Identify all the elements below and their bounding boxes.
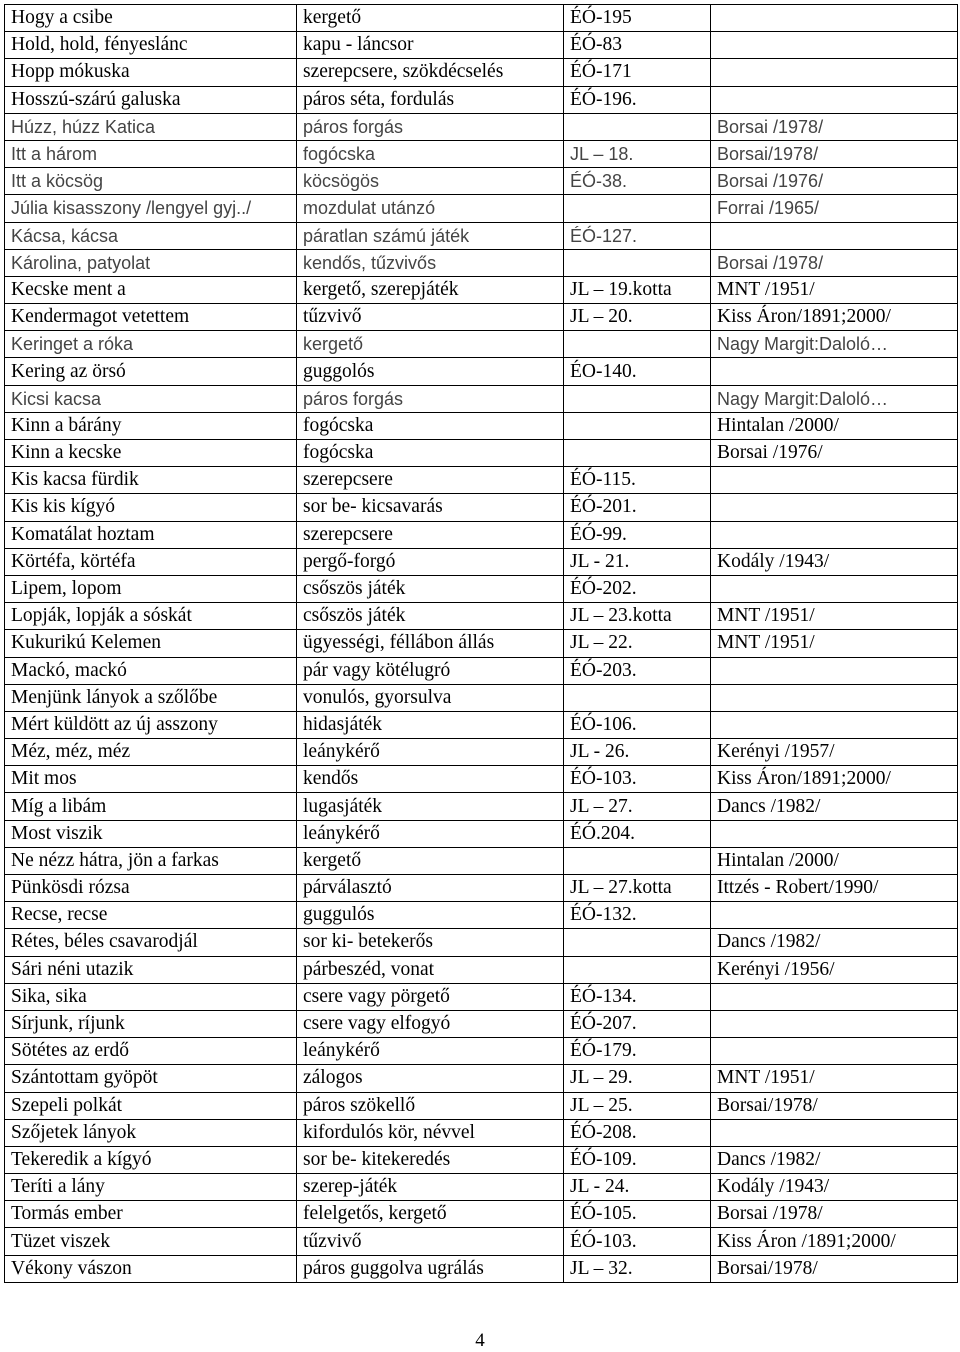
cell-reference: ÉO-140. [564, 358, 711, 385]
cell-game-type: mozdulat utánzó [297, 195, 564, 222]
cell-reference [564, 929, 711, 956]
cell-title: Komatálat hoztam [5, 521, 297, 548]
cell-game-type: tűzvivő [297, 1228, 564, 1255]
cell-reference: ÉÓ-203. [564, 657, 711, 684]
cell-game-type: leánykérő [297, 820, 564, 847]
table-row [5, 793, 958, 820]
cell-source: Hintalan /2000/ [711, 412, 958, 439]
cell-reference: JL – 25. [564, 1092, 711, 1119]
cell-source: Hintalan /2000/ [711, 847, 958, 874]
cell-title: Menjünk lányok a szőlőbe [5, 684, 297, 711]
cell-title: Tekeredik a kígyó [5, 1146, 297, 1173]
cell-title: Sötétes az erdő [5, 1038, 297, 1065]
cell-title: Kácsa, kácsa [5, 222, 297, 249]
cell-title: Hold, hold, fényeslánc [5, 32, 297, 59]
cell-source [711, 358, 958, 385]
cell-reference: ÉÓ-103. [564, 766, 711, 793]
cell-reference: ÉÓ-179. [564, 1038, 711, 1065]
cell-game-type: kergető [297, 5, 564, 32]
table-row [5, 1174, 958, 1201]
cell-game-type: páros guggolva ugrálás [297, 1255, 564, 1282]
cell-game-type: páros forgás [297, 113, 564, 140]
cell-title: Kinn a kecske [5, 440, 297, 467]
cell-game-type: vonulós, gyorsulva [297, 684, 564, 711]
cell-title: Kecske ment a [5, 276, 297, 303]
cell-reference: JL – 23.kotta [564, 603, 711, 630]
cell-game-type: páratlan számú játék [297, 222, 564, 249]
table-row [5, 385, 958, 412]
cell-reference: ÉÓ-207. [564, 1010, 711, 1037]
cell-source: Nagy Margit:Daloló… [711, 385, 958, 412]
cell-game-type: fogócska [297, 440, 564, 467]
cell-title: Szepeli polkát [5, 1092, 297, 1119]
cell-source: Borsai /1976/ [711, 440, 958, 467]
cell-source: MNT /1951/ [711, 276, 958, 303]
cell-source [711, 521, 958, 548]
table-row [5, 603, 958, 630]
table-row [5, 847, 958, 874]
table-row [5, 331, 958, 358]
table-row [5, 276, 958, 303]
cell-reference: JL – 32. [564, 1255, 711, 1282]
page-number: 4 [475, 1330, 485, 1351]
cell-title: Körtéfa, körtéfa [5, 548, 297, 575]
cell-source [711, 820, 958, 847]
cell-game-type: leánykérő [297, 1038, 564, 1065]
cell-source: Kerényi /1957/ [711, 739, 958, 766]
cell-reference [564, 412, 711, 439]
cell-source: Borsai/1978/ [711, 1255, 958, 1282]
cell-reference: ÉÓ-38. [564, 168, 711, 195]
cell-game-type: lugasjáték [297, 793, 564, 820]
table-row [5, 412, 958, 439]
cell-title: Kinn a bárány [5, 412, 297, 439]
cell-reference [564, 684, 711, 711]
cell-reference: ÉÓ-109. [564, 1146, 711, 1173]
cell-game-type: szerepcsere, szökdécselés [297, 59, 564, 86]
cell-game-type: csere vagy pörgető [297, 983, 564, 1010]
cell-title: Károlina, patyolat [5, 249, 297, 276]
cell-source: Borsai/1978/ [711, 1092, 958, 1119]
cell-title: Tormás ember [5, 1201, 297, 1228]
cell-source [711, 711, 958, 738]
cell-reference: ÉÓ-134. [564, 983, 711, 1010]
cell-source [711, 657, 958, 684]
cell-reference: ÉÓ-99. [564, 521, 711, 548]
table-row [5, 358, 958, 385]
cell-title: Rétes, béles csavarodjál [5, 929, 297, 956]
cell-reference: ÉÓ-171 [564, 59, 711, 86]
cell-game-type: guggulós [297, 902, 564, 929]
cell-reference [564, 195, 711, 222]
cell-title: Kering az örsó [5, 358, 297, 385]
table-row [5, 630, 958, 657]
table-row [5, 59, 958, 86]
cell-game-type: szerep-játék [297, 1174, 564, 1201]
cell-reference [564, 113, 711, 140]
cell-title: Kendermagot vetettem [5, 304, 297, 331]
cell-reference: ÉÓ-208. [564, 1119, 711, 1146]
table-row [5, 739, 958, 766]
cell-game-type: fogócska [297, 412, 564, 439]
cell-title: Vékony vászon [5, 1255, 297, 1282]
cell-title: Mackó, mackó [5, 657, 297, 684]
cell-title: Kis kis kígyó [5, 494, 297, 521]
cell-game-type: hidasjáték [297, 711, 564, 738]
cell-reference: JL – 18. [564, 140, 711, 167]
cell-reference [564, 331, 711, 358]
cell-source [711, 5, 958, 32]
cell-source: MNT /1951/ [711, 603, 958, 630]
cell-source: Dancs /1982/ [711, 1146, 958, 1173]
table-row [5, 1201, 958, 1228]
cell-source: Borsai /1978/ [711, 113, 958, 140]
cell-reference: ÉÓ-115. [564, 467, 711, 494]
cell-source: Kerényi /1956/ [711, 956, 958, 983]
table-row [5, 86, 958, 113]
cell-reference: ÉÓ-202. [564, 575, 711, 602]
table-row [5, 249, 958, 276]
cell-reference: JL - 26. [564, 739, 711, 766]
cell-title: Mit mos [5, 766, 297, 793]
cell-source: Nagy Margit:Daloló… [711, 331, 958, 358]
cell-source [711, 1119, 958, 1146]
cell-source [711, 575, 958, 602]
cell-title: Míg a libám [5, 793, 297, 820]
cell-source [711, 467, 958, 494]
cell-source [711, 32, 958, 59]
table-row [5, 1146, 958, 1173]
cell-reference: JL - 24. [564, 1174, 711, 1201]
songs-table [4, 4, 958, 1283]
cell-game-type: páros szökellő [297, 1092, 564, 1119]
cell-reference: ÉÓ-103. [564, 1228, 711, 1255]
cell-source: Kodály /1943/ [711, 1174, 958, 1201]
table-row [5, 684, 958, 711]
cell-title: Lipem, lopom [5, 575, 297, 602]
cell-source: Dancs /1982/ [711, 793, 958, 820]
cell-title: Mért küldött az új asszony [5, 711, 297, 738]
cell-source [711, 983, 958, 1010]
cell-source [711, 902, 958, 929]
cell-reference [564, 847, 711, 874]
table-row [5, 1065, 958, 1092]
cell-reference: ÉÓ-195 [564, 5, 711, 32]
cell-source [711, 1038, 958, 1065]
table-row [5, 1255, 958, 1282]
cell-game-type: páros forgás [297, 385, 564, 412]
cell-source: Dancs /1982/ [711, 929, 958, 956]
cell-game-type: kendős, tűzvivős [297, 249, 564, 276]
cell-game-type: tűzvivő [297, 304, 564, 331]
cell-source: MNT /1951/ [711, 1065, 958, 1092]
cell-reference: ÉÓ.204. [564, 820, 711, 847]
cell-source: MNT /1951/ [711, 630, 958, 657]
cell-source [711, 684, 958, 711]
cell-game-type: sor be- kicsavarás [297, 494, 564, 521]
cell-game-type: kendős [297, 766, 564, 793]
cell-source: Kodály /1943/ [711, 548, 958, 575]
cell-game-type: párválasztó [297, 875, 564, 902]
cell-source: Kiss Áron/1891;2000/ [711, 766, 958, 793]
cell-title: Pünkösdi rózsa [5, 875, 297, 902]
cell-source: Kiss Áron/1891;2000/ [711, 304, 958, 331]
cell-title: Ne nézz hátra, jön a farkas [5, 847, 297, 874]
table-row [5, 168, 958, 195]
cell-title: Tüzet viszek [5, 1228, 297, 1255]
cell-game-type: pergő-forgó [297, 548, 564, 575]
cell-source [711, 222, 958, 249]
cell-title: Kis kacsa fürdik [5, 467, 297, 494]
cell-reference: JL – 19.kotta [564, 276, 711, 303]
table-row [5, 140, 958, 167]
cell-source [711, 59, 958, 86]
table-row [5, 440, 958, 467]
cell-reference: ÉÓ-105. [564, 1201, 711, 1228]
songs-table-body [5, 5, 958, 1283]
cell-source: Ittzés - Robert/1990/ [711, 875, 958, 902]
cell-title: Kicsi kacsa [5, 385, 297, 412]
cell-reference: JL – 22. [564, 630, 711, 657]
cell-source: Forrai /1965/ [711, 195, 958, 222]
cell-game-type: pár vagy kötélugró [297, 657, 564, 684]
cell-game-type: zálogos [297, 1065, 564, 1092]
cell-reference: JL – 27. [564, 793, 711, 820]
cell-reference: ÉÓ-132. [564, 902, 711, 929]
cell-source: Borsai /1978/ [711, 1201, 958, 1228]
cell-game-type: csere vagy elfogyó [297, 1010, 564, 1037]
cell-title: Keringet a róka [5, 331, 297, 358]
cell-source: Borsai/1978/ [711, 140, 958, 167]
cell-game-type: kapu - láncsor [297, 32, 564, 59]
table-row [5, 875, 958, 902]
table-row [5, 467, 958, 494]
table-row [5, 195, 958, 222]
cell-game-type: csőszös játék [297, 575, 564, 602]
table-row [5, 548, 958, 575]
table-row [5, 1038, 958, 1065]
table-row [5, 222, 958, 249]
cell-source [711, 86, 958, 113]
table-row [5, 902, 958, 929]
cell-title: Hogy a csibe [5, 5, 297, 32]
cell-game-type: leánykérő [297, 739, 564, 766]
table-row [5, 956, 958, 983]
cell-title: Szőjetek lányok [5, 1119, 297, 1146]
cell-reference [564, 440, 711, 467]
table-row [5, 575, 958, 602]
cell-title: Teríti a lány [5, 1174, 297, 1201]
cell-game-type: guggolós [297, 358, 564, 385]
cell-title: Itt a három [5, 140, 297, 167]
cell-title: Recse, recse [5, 902, 297, 929]
cell-game-type: fogócska [297, 140, 564, 167]
table-row [5, 766, 958, 793]
cell-title: Lopják, lopják a sóskát [5, 603, 297, 630]
cell-game-type: felelgetős, kergető [297, 1201, 564, 1228]
cell-source [711, 494, 958, 521]
cell-title: Itt a köcsög [5, 168, 297, 195]
cell-game-type: kifordulós kör, névvel [297, 1119, 564, 1146]
cell-game-type: páros séta, fordulás [297, 86, 564, 113]
table-row [5, 1092, 958, 1119]
cell-source: Borsai /1976/ [711, 168, 958, 195]
table-row [5, 657, 958, 684]
table-row [5, 32, 958, 59]
cell-game-type: kergető, szerepjáték [297, 276, 564, 303]
table-row [5, 494, 958, 521]
cell-reference: ÉÓ-83 [564, 32, 711, 59]
table-row [5, 521, 958, 548]
cell-game-type: sor be- kitekeredés [297, 1146, 564, 1173]
cell-game-type: szerepcsere [297, 521, 564, 548]
table-row [5, 5, 958, 32]
table-row [5, 1010, 958, 1037]
cell-game-type: kergető [297, 331, 564, 358]
cell-game-type: sor ki- betekerős [297, 929, 564, 956]
cell-game-type: köcsögös [297, 168, 564, 195]
cell-game-type: kergető [297, 847, 564, 874]
cell-reference: JL – 20. [564, 304, 711, 331]
cell-reference: JL – 27.kotta [564, 875, 711, 902]
table-row [5, 304, 958, 331]
cell-game-type: ügyességi, féllábon állás [297, 630, 564, 657]
table-row [5, 1228, 958, 1255]
table-row [5, 983, 958, 1010]
cell-game-type: csőszös játék [297, 603, 564, 630]
cell-title: Hosszú-szárú galuska [5, 86, 297, 113]
cell-title: Most viszik [5, 820, 297, 847]
cell-title: Méz, méz, méz [5, 739, 297, 766]
cell-game-type: párbeszéd, vonat [297, 956, 564, 983]
cell-title: Sika, sika [5, 983, 297, 1010]
cell-reference: ÉÓ-127. [564, 222, 711, 249]
cell-reference: ÉÓ-196. [564, 86, 711, 113]
cell-reference [564, 956, 711, 983]
cell-title: Hopp mókuska [5, 59, 297, 86]
cell-reference: ÉÓ-201. [564, 494, 711, 521]
cell-reference: ÉÓ-106. [564, 711, 711, 738]
cell-title: Kukurikú Kelemen [5, 630, 297, 657]
cell-game-type: szerepcsere [297, 467, 564, 494]
table-row [5, 820, 958, 847]
cell-reference: JL - 21. [564, 548, 711, 575]
cell-source: Borsai /1978/ [711, 249, 958, 276]
cell-reference: JL – 29. [564, 1065, 711, 1092]
cell-source: Kiss Áron /1891;2000/ [711, 1228, 958, 1255]
table-row [5, 1119, 958, 1146]
cell-reference [564, 385, 711, 412]
table-row [5, 929, 958, 956]
table-row [5, 711, 958, 738]
cell-title: Sári néni utazik [5, 956, 297, 983]
cell-source [711, 1010, 958, 1037]
cell-title: Szántottam gyöpöt [5, 1065, 297, 1092]
cell-title: Húzz, húzz Katica [5, 113, 297, 140]
cell-title: Júlia kisasszony /lengyel gyj../ [5, 195, 297, 222]
table-row [5, 113, 958, 140]
cell-reference [564, 249, 711, 276]
cell-title: Sírjunk, ríjunk [5, 1010, 297, 1037]
